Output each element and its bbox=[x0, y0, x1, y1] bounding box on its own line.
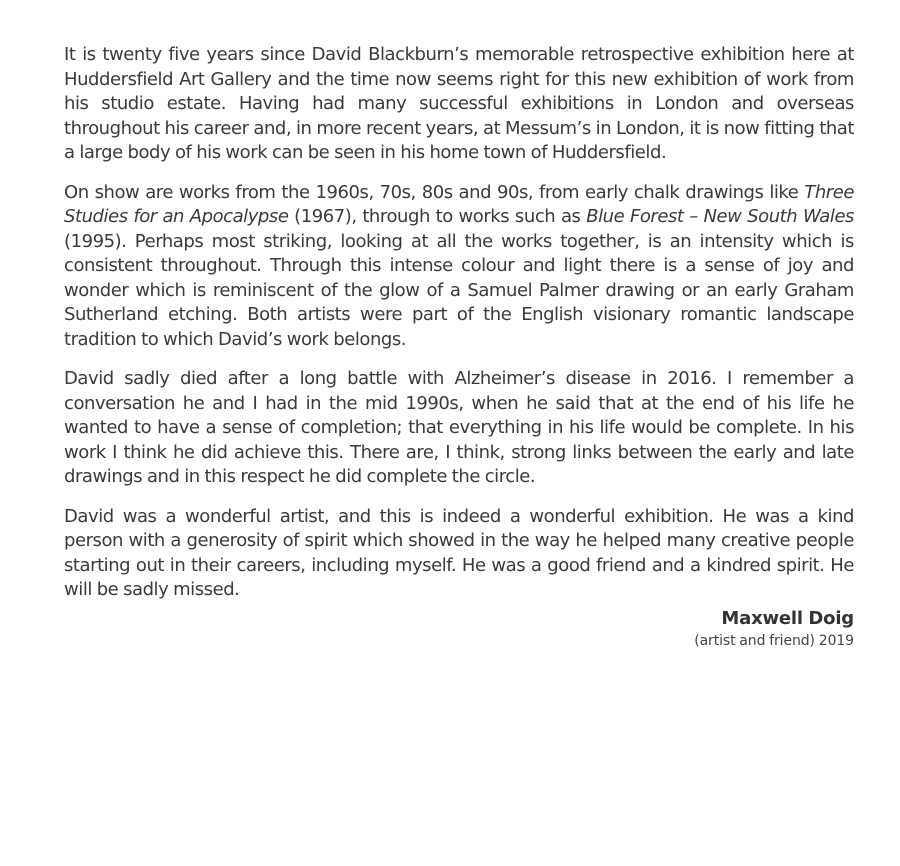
document-body bbox=[64, 43, 854, 651]
paragraph-text: On show are works from the 1960s, 70s, 80s and 90s, from early chalk drawings like bbox=[64, 181, 805, 203]
paragraphs bbox=[64, 43, 854, 603]
paragraph-4 bbox=[64, 505, 854, 603]
artwork-title: Blue Forest – New South Wales bbox=[586, 206, 854, 227]
paragraph-1 bbox=[64, 43, 854, 166]
paragraph-text: David sadly died after a long battle with Alzheimer’s disease in 2016. I remember a conversation he and I had in the mid 1990s, when he said that at the end of his life he wanted to have a sense of completion; that everything in his life would be complete. In his work I think he did achieve this. There are, I think, strong links between the early and late drawings and in this respect he did complete the circle. bbox=[64, 368, 854, 487]
paragraph-3 bbox=[64, 367, 854, 490]
paragraph-2 bbox=[64, 181, 854, 353]
paragraph-text: (1967), through to works such as bbox=[288, 206, 587, 227]
signature-caption: (artist and friend) 2019 bbox=[694, 632, 854, 649]
paragraph-text: David was a wonderful artist, and this is indeed a wonderful exhibition. He was a kind person with a generosity of spirit which showed in the way he helped many creative people starting out in their careers, including myself. He was a good friend and a kindred spirit. He will be sadly missed. bbox=[64, 505, 854, 600]
artwork-title: Three Studies for an Apocalypse bbox=[64, 181, 854, 227]
paragraph-text: It is twenty five years since David Blackburn’s memorable retrospective exhibition here at Huddersfield Art Gallery and the time now seems right for this new exhibition of work from his studio estate. Having had many successful exhibitions in London and overseas throughout his career and, in more recent years, at Messum’s in London, it is now fitting that a large body of his work can be seen in his home town of Huddersfield. bbox=[64, 44, 854, 163]
signature-block bbox=[64, 607, 854, 651]
paragraph-text: (1995). Perhaps most striking, looking at all the works together, is an intensity which is consistent throughout. Through this intense colour and light there is a sense of joy and wonder which is reminiscent of the glow of a Samuel Palmer drawing or an early Graham Sutherland etching. Both artists were part of the English visionary romantic landscape tradition to which David’s work belongs. bbox=[64, 230, 854, 350]
signature-name: Maxwell Doig bbox=[721, 607, 854, 629]
